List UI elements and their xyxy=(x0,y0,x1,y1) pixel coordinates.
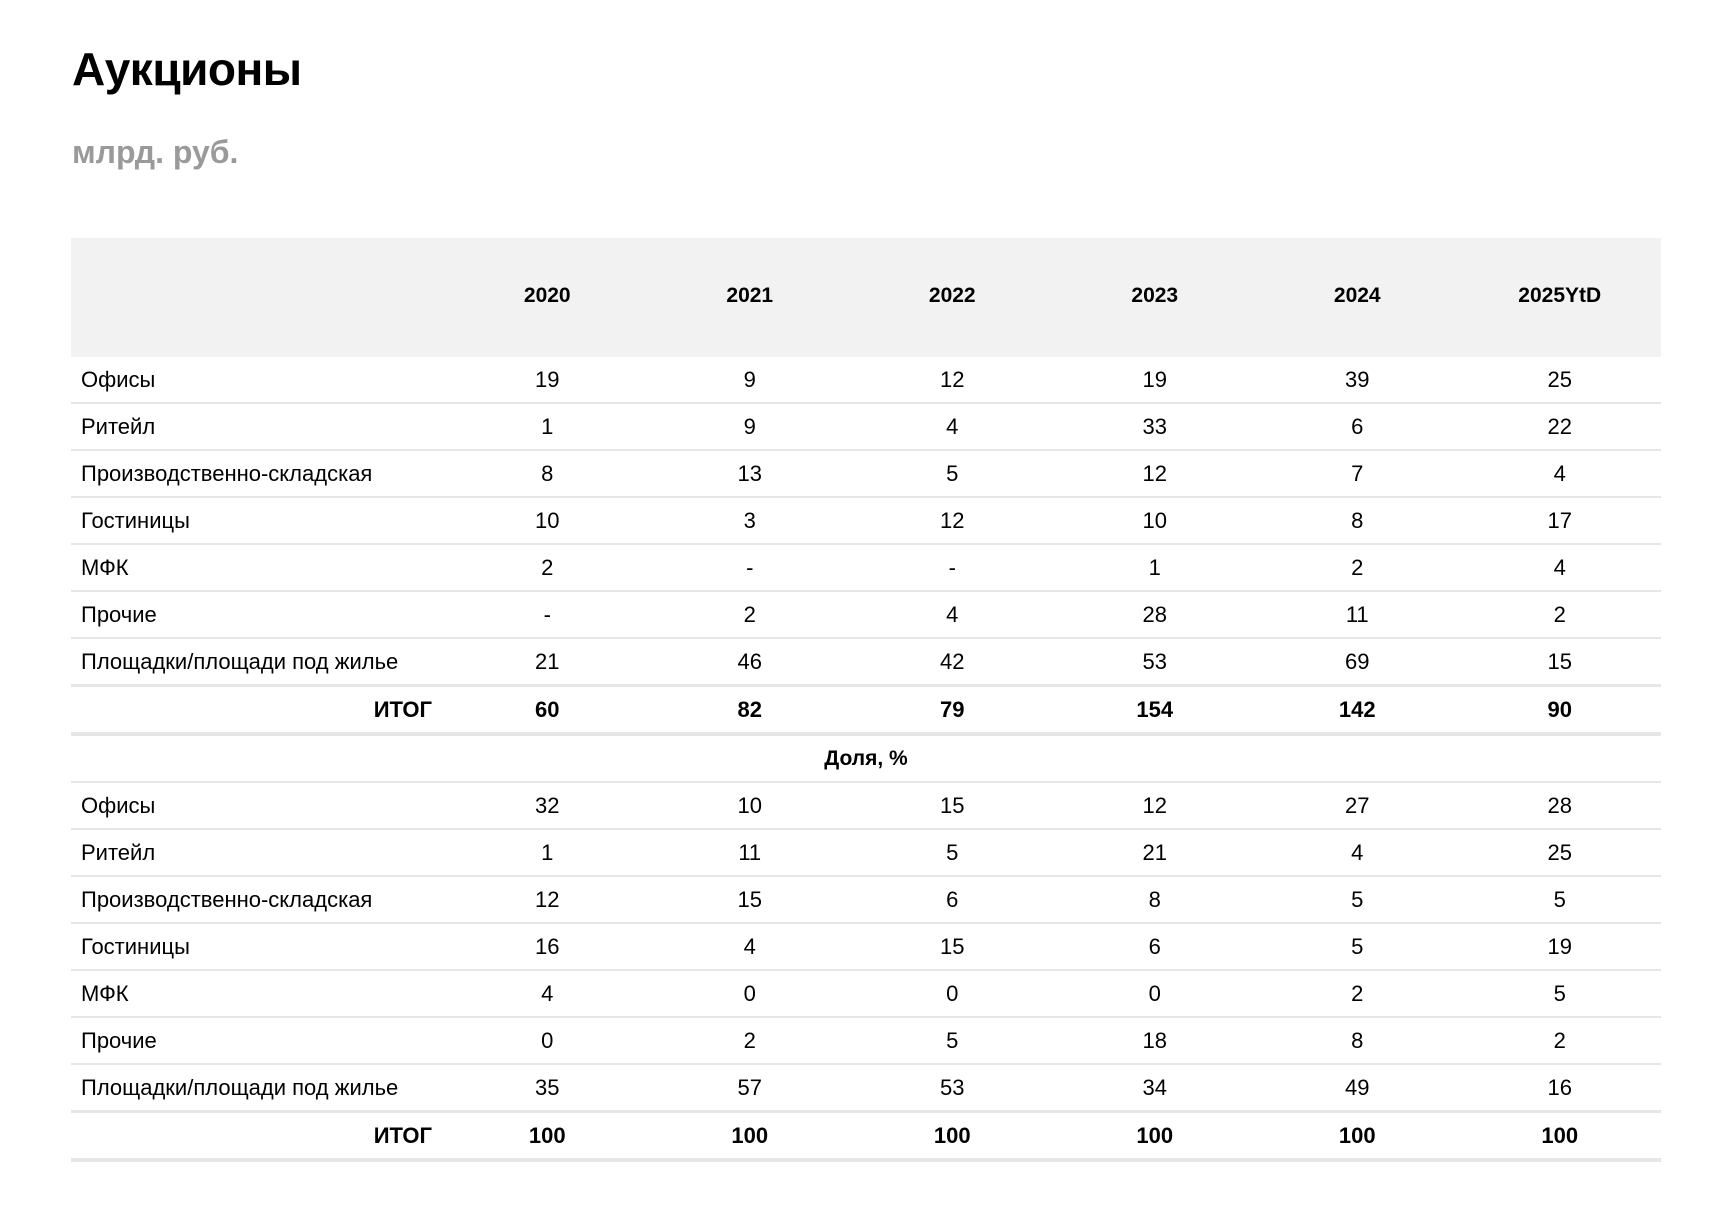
cell: 2 xyxy=(1256,970,1459,1017)
total-cell: 100 xyxy=(1459,1112,1662,1161)
row-label: Гостиницы xyxy=(71,497,446,544)
cell: 57 xyxy=(649,1064,852,1112)
cell: 19 xyxy=(446,357,649,403)
cell: - xyxy=(851,544,1054,591)
cell: 15 xyxy=(851,782,1054,829)
cell: 0 xyxy=(1054,970,1257,1017)
total-cell: 154 xyxy=(1054,686,1257,735)
cell: 27 xyxy=(1256,782,1459,829)
cell: 12 xyxy=(851,497,1054,544)
cell: 0 xyxy=(649,970,852,1017)
table-row xyxy=(71,357,1661,403)
cell: 8 xyxy=(1256,497,1459,544)
total-cell: 79 xyxy=(851,686,1054,735)
cell: 1 xyxy=(446,403,649,450)
cell: 5 xyxy=(1256,923,1459,970)
cell: 46 xyxy=(649,638,852,686)
table-row xyxy=(71,970,1661,1017)
cell: 2 xyxy=(1459,591,1662,638)
cell: 9 xyxy=(649,403,852,450)
cell: 12 xyxy=(1054,782,1257,829)
cell: 6 xyxy=(1256,403,1459,450)
cell: 12 xyxy=(446,876,649,923)
cell: 28 xyxy=(1054,591,1257,638)
cell: 11 xyxy=(649,829,852,876)
cell: 2 xyxy=(446,544,649,591)
total-cell: 90 xyxy=(1459,686,1662,735)
units-subtitle: млрд. руб. xyxy=(72,134,239,170)
table-body xyxy=(71,357,1661,1160)
page-title: Аукционы xyxy=(72,43,302,95)
cell: 6 xyxy=(851,876,1054,923)
cell: 9 xyxy=(649,357,852,403)
cell: 0 xyxy=(446,1017,649,1064)
total-cell: 100 xyxy=(649,1112,852,1161)
cell: 32 xyxy=(446,782,649,829)
cell: 5 xyxy=(1459,970,1662,1017)
section-heading: Доля, % xyxy=(71,734,1661,782)
cell: - xyxy=(649,544,852,591)
column-header: 2025YtD xyxy=(1459,238,1662,357)
cell: 22 xyxy=(1459,403,1662,450)
total-cell: 60 xyxy=(446,686,649,735)
cell: 21 xyxy=(1054,829,1257,876)
table-row xyxy=(71,923,1661,970)
table-row xyxy=(71,497,1661,544)
cell: 4 xyxy=(649,923,852,970)
column-header: 2022 xyxy=(851,238,1054,357)
total-cell: 100 xyxy=(851,1112,1054,1161)
cell: 19 xyxy=(1054,357,1257,403)
total-row xyxy=(71,686,1661,735)
cell: 25 xyxy=(1459,357,1662,403)
cell: 2 xyxy=(649,591,852,638)
cell: 11 xyxy=(1256,591,1459,638)
row-label: МФК xyxy=(71,544,446,591)
cell: 2 xyxy=(649,1017,852,1064)
cell: 16 xyxy=(446,923,649,970)
section-heading-row xyxy=(71,734,1661,782)
cell: 49 xyxy=(1256,1064,1459,1112)
row-label: Производственно-складская xyxy=(71,876,446,923)
cell: 33 xyxy=(1054,403,1257,450)
cell: 15 xyxy=(1459,638,1662,686)
cell: 34 xyxy=(1054,1064,1257,1112)
table-row xyxy=(71,1064,1661,1112)
cell: 1 xyxy=(446,829,649,876)
table-row xyxy=(71,1017,1661,1064)
cell: 8 xyxy=(446,450,649,497)
cell: 53 xyxy=(1054,638,1257,686)
column-header: 2024 xyxy=(1256,238,1459,357)
total-label: ИТОГ xyxy=(71,1112,446,1161)
cell: 4 xyxy=(1459,450,1662,497)
row-label: Прочие xyxy=(71,591,446,638)
table-row xyxy=(71,829,1661,876)
cell: 3 xyxy=(649,497,852,544)
cell: 5 xyxy=(851,450,1054,497)
cell: 8 xyxy=(1256,1017,1459,1064)
column-header: 2021 xyxy=(649,238,852,357)
row-label: Площадки/площади под жилье xyxy=(71,1064,446,1112)
cell: 4 xyxy=(851,403,1054,450)
row-label: Производственно-складская xyxy=(71,450,446,497)
header-row xyxy=(71,238,1661,357)
column-header: 2020 xyxy=(446,238,649,357)
table-row xyxy=(71,591,1661,638)
cell: 7 xyxy=(1256,450,1459,497)
cell: 4 xyxy=(1256,829,1459,876)
cell: 5 xyxy=(1459,876,1662,923)
cell: 25 xyxy=(1459,829,1662,876)
cell: 4 xyxy=(446,970,649,1017)
row-label: Площадки/площади под жилье xyxy=(71,638,446,686)
total-cell: 100 xyxy=(1256,1112,1459,1161)
cell: 21 xyxy=(446,638,649,686)
cell: 12 xyxy=(1054,450,1257,497)
cell: 4 xyxy=(851,591,1054,638)
cell: - xyxy=(446,591,649,638)
cell: 18 xyxy=(1054,1017,1257,1064)
cell: 5 xyxy=(851,1017,1054,1064)
table-header xyxy=(71,238,1661,357)
cell: 53 xyxy=(851,1064,1054,1112)
row-label: Гостиницы xyxy=(71,923,446,970)
cell: 8 xyxy=(1054,876,1257,923)
cell: 15 xyxy=(649,876,852,923)
cell: 19 xyxy=(1459,923,1662,970)
cell: 10 xyxy=(1054,497,1257,544)
cell: 6 xyxy=(1054,923,1257,970)
column-header: 2023 xyxy=(1054,238,1257,357)
table-row xyxy=(71,782,1661,829)
total-cell: 100 xyxy=(446,1112,649,1161)
table-row xyxy=(71,403,1661,450)
cell: 2 xyxy=(1459,1017,1662,1064)
row-label: Прочие xyxy=(71,1017,446,1064)
cell: 0 xyxy=(851,970,1054,1017)
header-corner-cell xyxy=(71,238,446,357)
cell: 4 xyxy=(1459,544,1662,591)
total-row xyxy=(71,1112,1661,1161)
table-row xyxy=(71,876,1661,923)
row-label: Офисы xyxy=(71,357,446,403)
cell: 28 xyxy=(1459,782,1662,829)
total-cell: 142 xyxy=(1256,686,1459,735)
cell: 16 xyxy=(1459,1064,1662,1112)
table-row xyxy=(71,450,1661,497)
table-row xyxy=(71,544,1661,591)
total-cell: 100 xyxy=(1054,1112,1257,1161)
cell: 1 xyxy=(1054,544,1257,591)
cell: 69 xyxy=(1256,638,1459,686)
cell: 35 xyxy=(446,1064,649,1112)
cell: 10 xyxy=(446,497,649,544)
cell: 17 xyxy=(1459,497,1662,544)
cell: 5 xyxy=(851,829,1054,876)
row-label: Ритейл xyxy=(71,829,446,876)
cell: 10 xyxy=(649,782,852,829)
cell: 39 xyxy=(1256,357,1459,403)
row-label: МФК xyxy=(71,970,446,1017)
cell: 15 xyxy=(851,923,1054,970)
cell: 13 xyxy=(649,450,852,497)
cell: 2 xyxy=(1256,544,1459,591)
row-label: Ритейл xyxy=(71,403,446,450)
total-cell: 82 xyxy=(649,686,852,735)
table-row xyxy=(71,638,1661,686)
cell: 5 xyxy=(1256,876,1459,923)
cell: 12 xyxy=(851,357,1054,403)
row-label: Офисы xyxy=(71,782,446,829)
total-label: ИТОГ xyxy=(71,686,446,735)
cell: 42 xyxy=(851,638,1054,686)
auctions-table xyxy=(71,238,1661,1162)
